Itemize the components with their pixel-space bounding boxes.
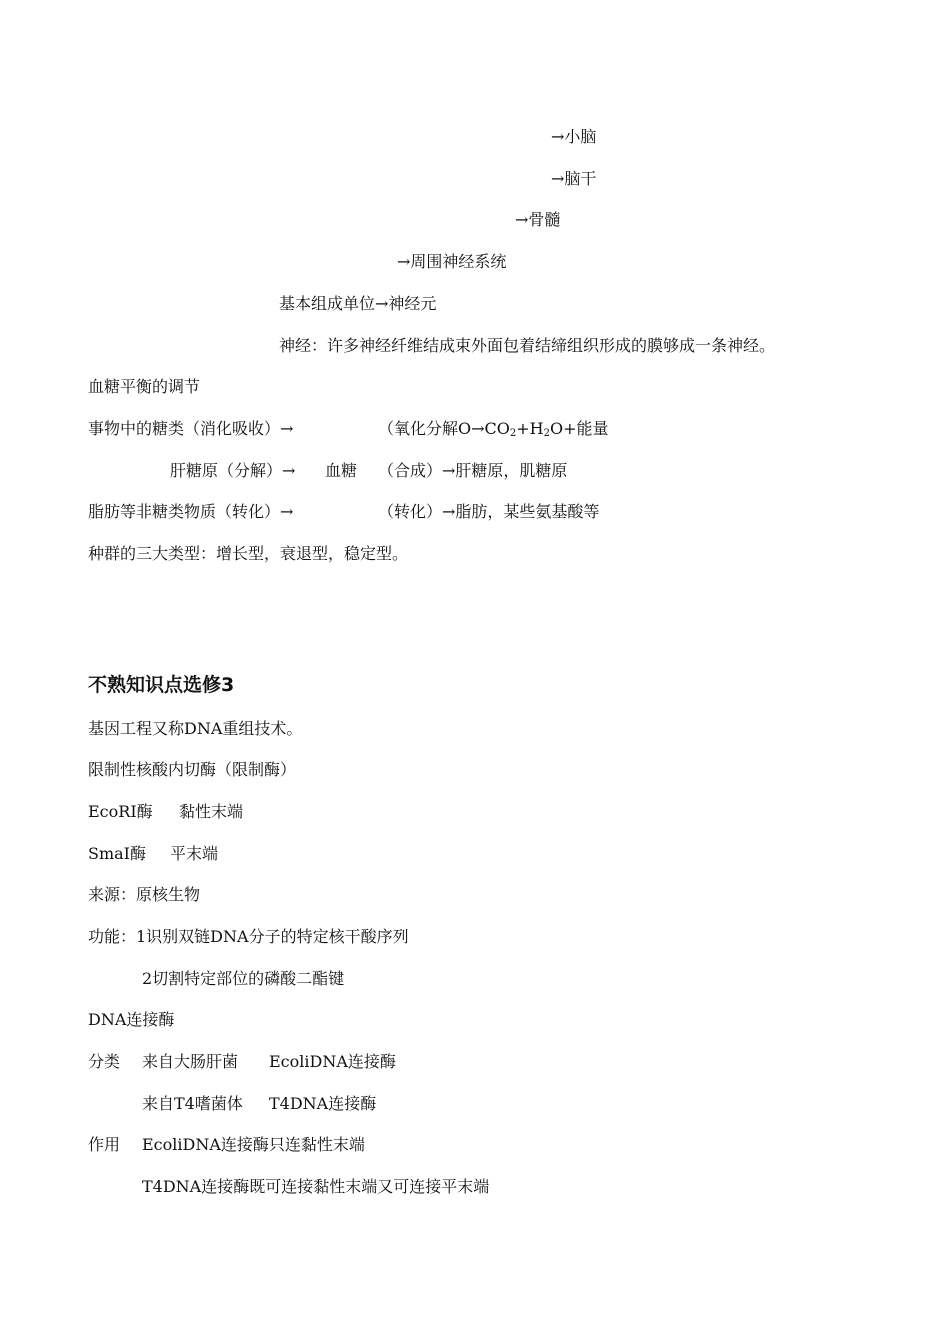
smai-blunt-end: 平末端 (170, 844, 219, 863)
gene-engineering-line: 基因工程又称DNA重组技术。 (88, 719, 303, 738)
blood-sugar-center: 血糖 (325, 461, 358, 480)
cerebellum-branch: →小脑 (551, 127, 597, 146)
glucose-row-2-right: （合成）→肝糖原，肌糖原 (378, 461, 568, 480)
use-line-2: T4DNA连接酶既可连接黏性末端又可连接平末端 (142, 1177, 490, 1196)
glucose-row-1-left: 事物中的糖类（消化吸收）→ (88, 419, 294, 438)
smai-enzyme-name: SmaⅠ酶 (88, 844, 146, 863)
glucose-title: 血糖平衡的调节 (88, 377, 201, 396)
class-2-source: 来自T4嗜菌体 (142, 1094, 243, 1113)
ecori-sticky-end: 黏性末端 (179, 802, 244, 821)
class-1-source: 来自大肠肝菌 (142, 1052, 239, 1071)
glucose-row-2-left: 肝糖原（分解）→ (170, 461, 296, 480)
glucose-row-1-right (378, 419, 609, 439)
classification-label: 分类 (88, 1052, 121, 1071)
peripheral-nervous-branch: →周围神经系统 (397, 252, 507, 271)
use-line-1: EcoliDNA连接酶只连黏性末端 (142, 1135, 365, 1154)
spinal-cord-branch: →骨髓 (515, 210, 561, 229)
dna-ligase-title: DNA连接酶 (88, 1010, 175, 1029)
co2-subscript: 2 (509, 428, 517, 439)
restriction-enzyme-line: 限制性核酸内切酶（限制酶） (88, 760, 297, 779)
energy-text: O+能量 (550, 419, 609, 438)
class-1-name: EcoliDNA连接酶 (269, 1052, 396, 1071)
oxidation-text: （氧化分解O→CO (378, 419, 510, 438)
population-types: 种群的三大类型：增长型，衰退型，稳定型。 (88, 544, 409, 563)
glucose-row-3-right: （转化）→脂肪，某些氨基酸等 (378, 502, 600, 521)
function-line-1: 功能：1识别双链DNA分子的特定核干酸序列 (88, 927, 409, 946)
glucose-row-3-left: 脂肪等非糖类物质（转化）→ (88, 502, 294, 521)
section-heading: 不熟知识点选修3 (88, 674, 235, 696)
class-2-name: T4DNA连接酶 (269, 1094, 377, 1113)
ecori-enzyme-name: EcoRⅠ酶 (88, 802, 153, 821)
function-line-2: 2切割特定部位的磷酸二酯键 (142, 969, 345, 988)
brainstem-branch: →脑干 (551, 169, 597, 188)
basic-unit-line: 基本组成单位→神经元 (279, 294, 437, 313)
water-h-text: +H (516, 419, 544, 438)
source-line: 来源：原核生物 (88, 885, 201, 904)
use-label: 作用 (88, 1135, 121, 1154)
h2o-subscript: 2 (543, 428, 550, 439)
nerve-definition: 神经：许多神经纤维结成束外面包着结缔组织形成的膜够成一条神经。 (279, 336, 776, 355)
